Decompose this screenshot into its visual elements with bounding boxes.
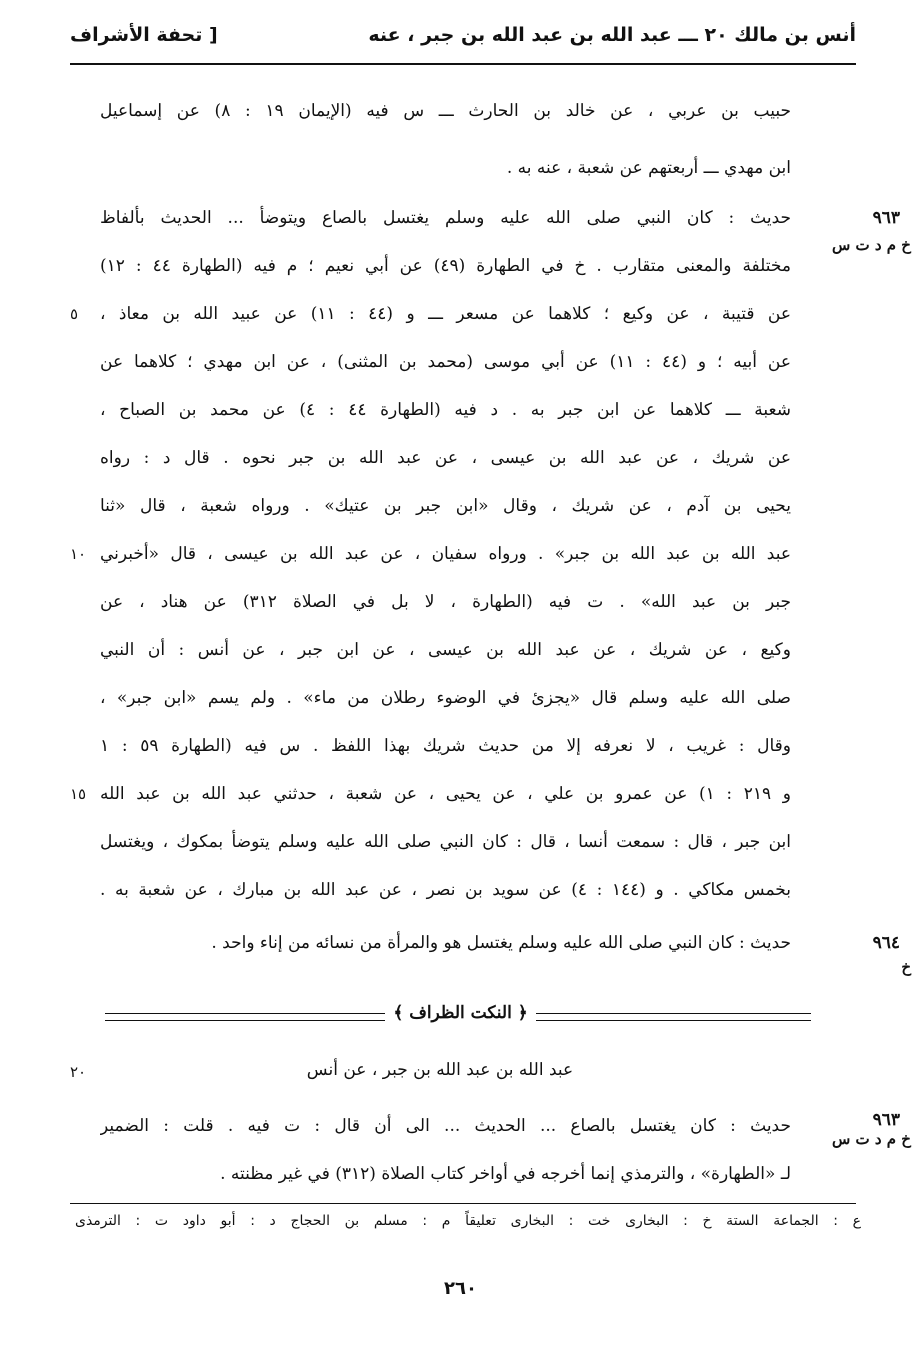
text-line: حبيب بن عربي ، عن خالد بن الحارث ـــ س فيه (الإيمان ١٩ : ٨) عن إسماعيل (100, 101, 791, 121)
text-line: عن أبيه ؛ و (٤٤ : ١١) عن أبي موسى (محمد بن المثنى) ، عن ابن مهدي ؛ كلاهما عن (100, 352, 791, 372)
hadith-sigla: خ (901, 958, 911, 976)
isnad-heading: عبد الله بن عبد الله بن جبر ، عن أنس (306, 1060, 574, 1080)
line-number: ١٥ (70, 785, 87, 803)
text-line: وقال : غريب ، لا نعرفه إلا من حديث شريك بهذا اللفظ . س فيه (الطهارة ٥٩ : ١ (100, 736, 791, 756)
page-number: ٢٦٠ (444, 1278, 477, 1299)
text-line: عبد الله بن عبد الله بن جبر» . ورواه سفيان ، عن عبد الله بن عيسى ، قال «أخبرني (100, 544, 791, 564)
nukat-heading-text: ﴿ النكت الظراف ﴾ (385, 1003, 535, 1023)
hadith-number: ٩٦٣ (872, 1110, 900, 1130)
text-line: صلى الله عليه وسلم قال «يجزئ في الوضوء رطلان من ماء» . ولم يسم «ابن جبر» ، (100, 688, 791, 708)
text-line: عن قتيبة ، عن وكيع ؛ كلاهما عن مسعر ـــ و (٤٤ : ١١) عن عبيد الله بن معاذ ، (100, 304, 791, 324)
line-number: ٥ (70, 305, 79, 323)
text-line: ابن جبر ، قال : سمعت أنسا ، قال : كان النبي صلى الله عليه وسلم يتوضأ بمكوك ، ويغتسل (100, 832, 791, 852)
text-line: حديث : كان النبي صلى الله عليه وسلم يغتسل بالصاع ويتوضأ ... الحديث بألفاظ (100, 208, 791, 228)
hadith-sigla: خ م د ت س (832, 236, 911, 254)
text-line: مختلفة والمعنى متقارب . خ في الطهارة (٤٩) عن أبي نعيم ؛ م فيه (الطهارة ٤٤ : ١٢) (100, 256, 791, 276)
text-line: بخمس مكاكي . و (١٤٤ : ٤) عن سويد بن نصر ، عن عبد الله بن مبارك ، عن شعبة به . (100, 880, 791, 900)
text-line: و ٢١٩ : ١) عن عمرو بن علي ، عن يحيى ، عن شعبة ، حدثني عبد الله بن عبد الله (100, 784, 791, 804)
line-number: ٢٠ (70, 1063, 87, 1081)
header-chapter-title: أنس بن مالك ٢٠ ـــ عبد الله بن عبد الله بن جبر ، عنه (368, 24, 856, 46)
text-line: شعبة ـــ كلاهما عن ابن جبر به . د فيه (الطهارة ٤٤ : ٤) عن محمد بن الصباح ، (100, 400, 791, 420)
text-line: لـ «الطهارة» ، والترمذي إنما أخرجه في أواخر كتاب الصلاة (٣١٢) في غير مظنته . (220, 1164, 791, 1184)
text-line: عن شريك ، عن عبد الله بن عيسى ، عن عبد الله بن جبر نحوه . قال د : رواه (100, 448, 791, 468)
hadith-number: ٩٦٤ (872, 933, 900, 953)
line-number: ١٠ (70, 545, 87, 563)
text-line: حديث : كان النبي صلى الله عليه وسلم يغتسل هو والمرأة من نسائه من إناء واحد . (211, 933, 791, 953)
hadith-sigla: خ م د ت س (832, 1130, 911, 1148)
header-rule (70, 63, 856, 65)
text-line: وكيع ، عن شريك ، عن عبد الله بن عيسى ، عن ابن جبر ، عن أنس : أن النبي (100, 640, 791, 660)
nukat-heading (0, 1002, 921, 1023)
text-line: جبر بن عبد الله» . ت فيه (الطهارة ، لا بل في الصلاة ٣١٢) عن هناد ، عن (100, 592, 791, 612)
header-book-title: [ تحفة الأشراف (70, 24, 218, 46)
text-line: يحيى بن آدم ، عن شريك ، وقال «ابن جبر بن عتيك» . ورواه شعبة ، قال «ثنا (100, 496, 791, 516)
footer-rule (70, 1203, 856, 1204)
abbreviations-key: ع : الجماعة الستة خ : البخارى خت : البخارى تعليقاً م : مسلم بن الحجاج د : أبو داود ت : الترمذى (75, 1213, 861, 1229)
text-line: ابن مهدي ـــ أربعتهم عن شعبة ، عنه به . (506, 158, 791, 178)
hadith-number: ٩٦٣ (872, 208, 900, 228)
text-line: حديث : كان يغتسل بالصاع ... الحديث ... الى أن قال : ت فيه . قلت : الضمير (100, 1116, 791, 1136)
running-header (70, 20, 856, 60)
